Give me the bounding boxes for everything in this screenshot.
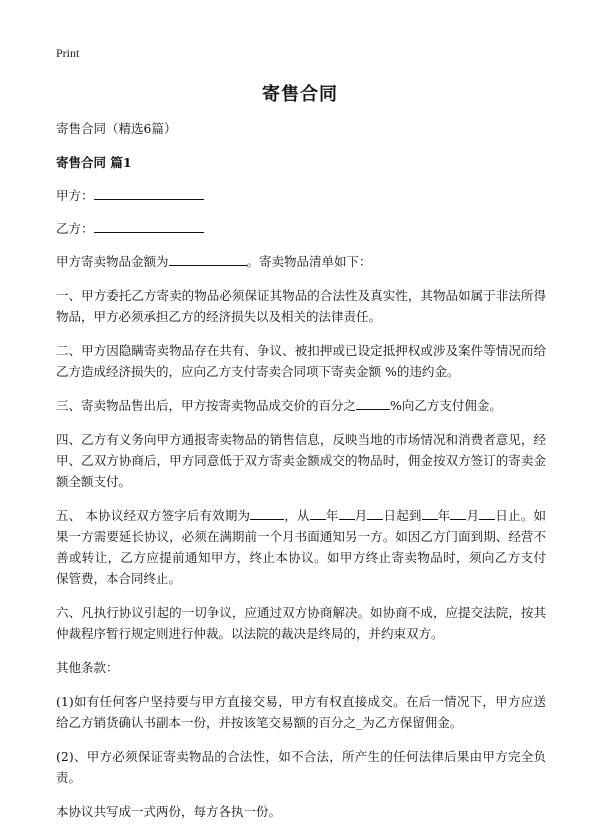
clause-5-rest: 如果一方需要延长协议，必须在满期前一个月书面通知另一方。如因乙方门面到期、经营不善或转让，乙方应提前通知甲方，终止本协议。如甲方终止寄卖物品时，须向乙方支付 保管费，本合同终止。	[56, 508, 546, 586]
party-b-blank	[94, 218, 204, 233]
closing-statement: 本协议共写成一式两份，每方各执一份。	[56, 804, 282, 819]
party-a-label: 甲方：	[56, 188, 94, 203]
end-month-blank	[450, 507, 466, 520]
clause-3-suffix: %向乙方支付佣金。	[390, 398, 502, 413]
amount-blank	[169, 251, 247, 266]
clause-5-e: 日起到	[383, 508, 422, 523]
start-month-blank	[339, 507, 355, 520]
clause-1: 一、甲方委托乙方寄卖的物品必须保证其物品的合法性及真实性，其物品如属于非法所得物品，甲方必须承担乙方的经济损失以及相关的法律责任。	[56, 288, 546, 324]
clause-5-h: 日止。	[495, 508, 534, 523]
validity-blank	[250, 507, 284, 520]
end-year-blank	[422, 507, 438, 520]
clause-6: 六、凡执行协议引起的一切争议，应通过双方协商解决。如协商不成，应提交法院，按其仲裁程序暂行规定则进行仲裁。以法院的裁决是终局的，并约束双方。	[56, 605, 546, 641]
clause-5-b: ，从	[284, 508, 310, 523]
clause-5-c: 年	[325, 508, 339, 523]
commission-blank	[356, 397, 390, 410]
section-heading: 寄售合同 篇1	[56, 155, 132, 170]
start-year-blank	[310, 507, 326, 520]
clause-5-f: 年	[437, 508, 451, 523]
amount-prefix: 甲方寄卖物品金额为	[56, 254, 169, 269]
other-term-1: (1)如有任何客户坚持要与甲方直接交易，甲方有权直接成交。在后一情况下，甲方应送给乙方销货确认书副本一份，并按该笔交易额的百分之_为乙方保留佣金。	[56, 694, 546, 730]
clause-5-g: 月	[466, 508, 480, 523]
clause-4: 四、乙方有义务向甲方通报寄卖物品的销售信息，反映当地的市场情况和消费者意见，经甲、乙双方协商后，甲方同意低于双方寄卖金额成交的物品时，佣金按双方签订的寄卖金额全额支付。	[56, 432, 546, 489]
document-subtitle: 寄售合同（精选6篇）	[56, 121, 177, 136]
end-day-blank	[479, 507, 495, 520]
clause-5-d: 月	[354, 508, 368, 523]
clause-3	[56, 395, 546, 416]
clause-5-a: 五、 本协议经双方签字后有效期为	[56, 508, 251, 523]
other-term-2: (2)、甲方必须保证寄卖物品的合法性，如不合法，所产生的任何法律后果由甲方完全负责。	[56, 749, 546, 785]
party-b-label: 乙方：	[56, 221, 94, 236]
clause-5	[56, 505, 546, 589]
party-a-line	[56, 185, 546, 206]
party-b-line	[56, 218, 546, 239]
print-link[interactable]: Print	[56, 46, 80, 60]
document-body	[56, 118, 546, 822]
clause-3-prefix: 三、寄卖物品售出后，甲方按寄卖物品成交价的百分之	[56, 398, 357, 413]
other-terms-heading: 其他条款：	[56, 660, 119, 675]
amount-line	[56, 251, 546, 272]
amount-suffix: 。寄卖物品清单如下：	[246, 254, 372, 269]
clause-2: 二、甲方因隐瞒寄卖物品存在共有、争议、被扣押或已设定抵押权或涉及案件等情况而给乙方造成经济损失的，应向乙方支付寄卖合同项下寄卖金额 %的违约金。	[56, 343, 546, 379]
start-day-blank	[367, 507, 383, 520]
document-title: 寄售合同	[262, 84, 338, 105]
party-a-blank	[94, 185, 204, 200]
